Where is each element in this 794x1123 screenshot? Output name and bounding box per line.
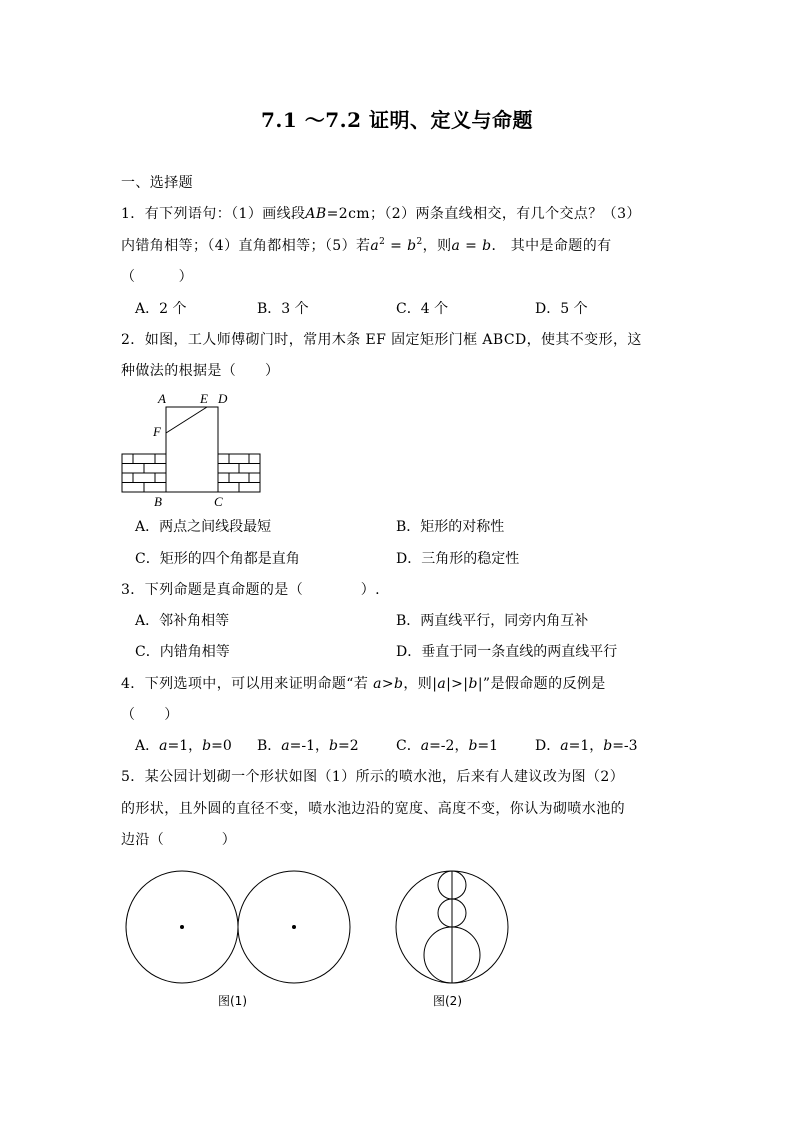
q1-text: 内错角相等；（4）直角都相等；（5）若: [121, 238, 371, 254]
q1-option-d[interactable]: D．5 个: [535, 301, 588, 317]
q1-var: AB: [305, 206, 327, 222]
q3-option-c[interactable]: C．内错角相等: [135, 644, 230, 660]
fountain-figure-1: [120, 864, 360, 1014]
label-b: B: [154, 494, 162, 509]
q4-val: =-3: [612, 738, 638, 754]
door-frame-figure: [118, 390, 268, 512]
q4-var: a: [159, 738, 168, 754]
page-title: 7.1 ～7.2 证明、定义与命题: [260, 108, 533, 132]
q4-var: b: [394, 676, 404, 692]
q4-var: a: [281, 738, 290, 754]
q4-line-1: [121, 674, 606, 694]
label-c: C: [214, 494, 223, 509]
q4-option-c-prefix: C．: [396, 738, 421, 754]
q1-text: ． 其中是命题的有: [491, 238, 612, 254]
q4-option-b-prefix: B．: [257, 738, 282, 754]
q2-option-d[interactable]: D．三角形的稳定性: [396, 551, 520, 567]
q4-text: ，则|: [403, 676, 438, 692]
q4-val: =1，: [568, 738, 604, 754]
q1-eq: =: [385, 238, 408, 254]
q4-option-a[interactable]: [135, 736, 232, 756]
q1-eq: =: [460, 238, 483, 254]
q4-var: b: [202, 738, 212, 754]
q5-line-2: 的形状，且外圆的直径不变，喷水池边沿的宽度、高度不变，你认为砌喷水池的: [121, 801, 625, 817]
q4-var: a: [373, 676, 382, 692]
q4-option-d[interactable]: [535, 736, 638, 756]
q4-text: |>|: [446, 676, 469, 692]
q4-option-a-prefix: A．: [135, 738, 160, 754]
q3-option-b[interactable]: B．两直线平行，同旁内角互补: [396, 613, 589, 629]
q4-var: b: [603, 738, 613, 754]
label-a: A: [158, 391, 166, 406]
q2-option-a[interactable]: A．两点之间线段最短: [135, 519, 272, 535]
q1-line-2: [121, 236, 612, 256]
q1-option-c[interactable]: C．4 个: [396, 301, 449, 317]
fountain-figure-2: [388, 858, 528, 1013]
q4-val: =2: [338, 738, 359, 754]
figure-2-caption: 图(2): [433, 994, 462, 1008]
q4-text: 4．下列选项中，可以用来证明命题“若: [121, 676, 374, 692]
q2-line-1: 2．如图，工人师傅砌门时，常用木条 EF 固定矩形门框 ABCD，使其不变形，这: [121, 332, 642, 348]
q4-answer-blank: （ ）: [121, 707, 179, 723]
q4-var: b: [468, 676, 478, 692]
q4-val: =0: [211, 738, 232, 754]
q1-text: 1．有下列语句：（1）画线段: [121, 206, 306, 222]
q1-var: b: [482, 238, 492, 254]
q4-var: b: [329, 738, 338, 754]
q1-line-1: [121, 204, 641, 224]
q4-val: =-2，: [429, 738, 469, 754]
q4-text: |”是假命题的反例是: [477, 676, 606, 692]
q4-val: =1，: [167, 738, 203, 754]
q2-option-b[interactable]: B．矩形的对称性: [396, 519, 505, 535]
q1-exp: 2: [379, 237, 386, 247]
q4-var: b: [468, 738, 478, 754]
label-e: E: [200, 391, 208, 406]
q4-option-d-prefix: D．: [535, 738, 561, 754]
q4-var: a: [420, 738, 430, 754]
q4-option-b[interactable]: [257, 736, 359, 756]
q1-answer-blank: （ ）: [121, 269, 193, 285]
q5-line-1: 5．某公园计划砌一个形状如图（1）所示的喷水池，后来有人建议改为图（2）: [121, 769, 625, 785]
q2-option-c[interactable]: C．矩形的四个角都是直角: [135, 551, 300, 567]
q3-option-d[interactable]: D．垂直于同一条直线的两直线平行: [396, 644, 618, 660]
q4-var: a: [560, 738, 569, 754]
q4-val: =-1，: [289, 738, 330, 754]
q4-val: =1: [477, 738, 499, 754]
q4-var: a: [437, 676, 447, 692]
q1-var: b: [407, 238, 417, 254]
q1-text: ，则: [422, 238, 452, 254]
q1-option-a[interactable]: A．2 个: [135, 301, 187, 317]
section-heading: 一、选择题: [121, 175, 193, 191]
q1-var: a: [451, 238, 461, 254]
q1-text: =2cm；（2）两条直线相交，有几个交点？（3）: [326, 206, 641, 222]
q3-option-a[interactable]: A．邻补角相等: [135, 613, 230, 629]
q3-line-1: 3．下列命题是真命题的是（ ）.: [121, 582, 380, 598]
q1-option-b[interactable]: B．3 个: [257, 301, 309, 317]
q2-line-2: 种做法的根据是（ ）: [121, 363, 280, 379]
q4-op: >: [381, 676, 395, 692]
figure-1-caption: 图(1): [218, 994, 247, 1008]
label-f: F: [153, 424, 161, 439]
q1-var: a: [370, 238, 380, 254]
q5-line-3: 边沿（ ）: [121, 832, 237, 848]
q1-exp: 2: [416, 237, 423, 247]
q4-option-c[interactable]: [396, 736, 498, 756]
label-d: D: [218, 391, 228, 406]
